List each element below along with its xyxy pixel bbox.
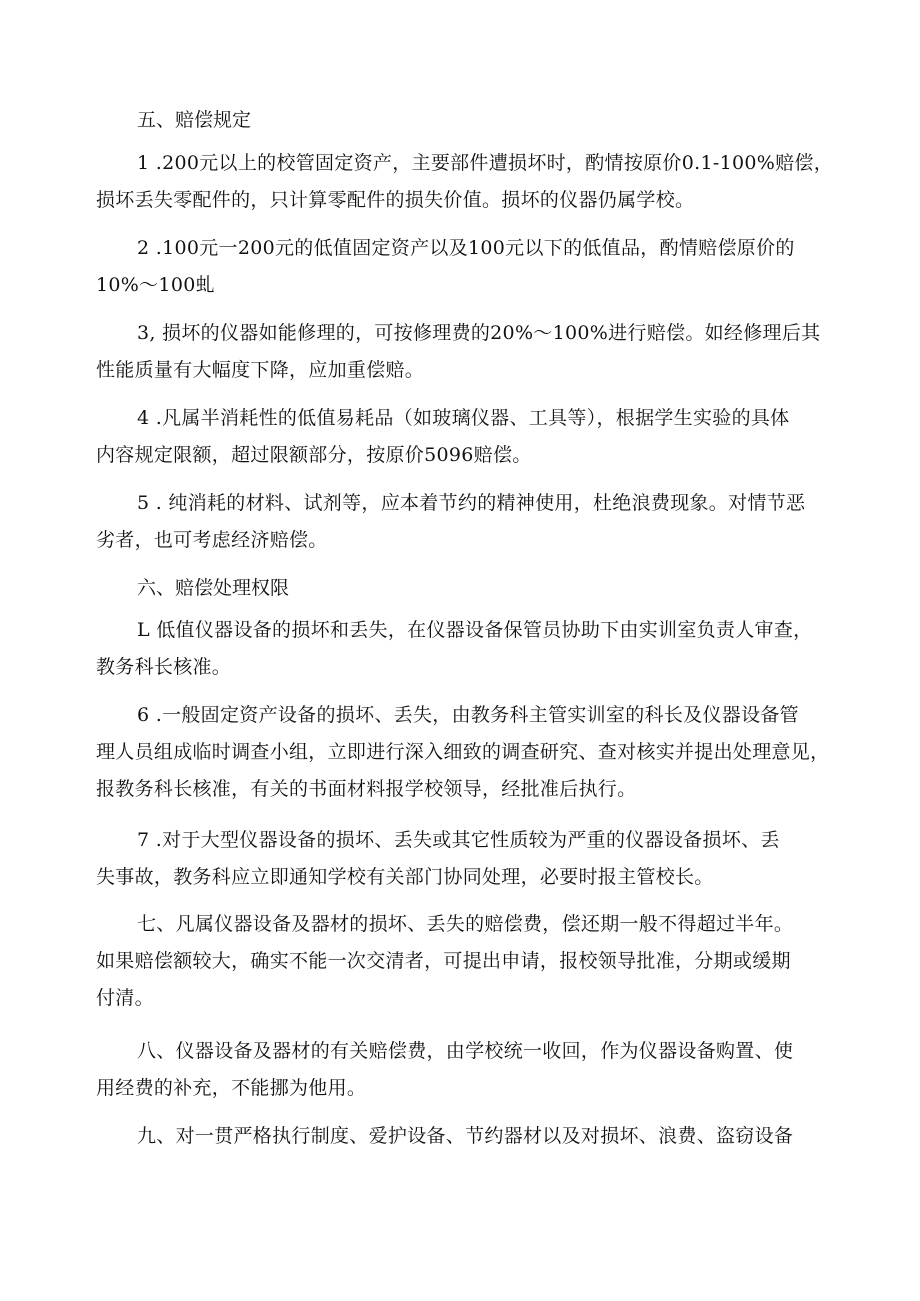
paragraph-section-8 xyxy=(96,1033,836,1107)
paragraph-line: 内容规定限额，超过限额部分，按原价5096赔偿。 xyxy=(96,444,532,466)
paragraph-line: 八、仪器设备及器材的有关赔偿费，由学校统一收回，作为仪器设备购置、使 xyxy=(137,1040,794,1062)
paragraph-item-3 xyxy=(96,315,836,389)
paragraph-line: 七、凡属仪器设备及器材的损坏、丢失的赔偿费，偿还期一般不得超过半年。 xyxy=(137,913,794,935)
paragraph-line: 如果赔偿额较大，确实不能一次交清者，可提出申请，报校领导批准，分期或缓期 xyxy=(96,950,791,972)
paragraph-line: 理人员组成临时调查小组，立即进行深入细致的调查研究、查对核实并提出处理意见， xyxy=(96,741,830,763)
paragraph-item-1 xyxy=(96,145,836,219)
paragraph-section-7 xyxy=(96,906,836,1017)
paragraph-line: L 低值仪器设备的损坏和丢失，在仪器设备保管员协助下由实训室负责人审查， xyxy=(137,619,813,641)
paragraph-item-4 xyxy=(96,400,836,474)
paragraph-line: 7 .对于大型仪器设备的损坏、丢失或其它性质较为严重的仪器设备损坏、丢 xyxy=(137,829,780,851)
paragraph-line: 用经费的补充，不能挪为他用。 xyxy=(96,1077,367,1099)
paragraph-line: 4 .凡属半消耗性的低值易耗品（如玻璃仪器、工具等），根据学生实验的具体 xyxy=(137,407,790,429)
paragraph-line: 2 .100元一200元的低值固定资产以及100元以下的低值品，酌情赔偿原价的 xyxy=(137,237,795,259)
paragraph-item-5 xyxy=(96,485,836,559)
paragraph-line: 6 .一般固定资产设备的损坏、丢失，由教务科主管实训室的科长及仪器设备管 xyxy=(137,704,799,726)
paragraph-authority-3 xyxy=(96,822,836,896)
paragraph-authority-1 xyxy=(96,612,836,686)
paragraph-line: 失事故，教务科应立即通知学校有关部门协同处理，必要时报主管校长。 xyxy=(96,866,714,888)
paragraph-line: 报教务科长核准，有关的书面材料报学校领导，经批准后执行。 xyxy=(96,778,637,800)
paragraph-item-2 xyxy=(96,230,836,304)
paragraph-line: 付清。 xyxy=(96,987,154,1009)
section-heading-compensation-rules: 五、赔偿规定 xyxy=(137,109,252,131)
paragraph-line: 九、对一贯严格执行制度、爱护设备、节约器材以及对损坏、浪费、盗窃设备 xyxy=(137,1125,794,1147)
paragraph-line: 教务科长核准。 xyxy=(96,656,232,678)
section-heading-handling-authority: 六、赔偿处理权限 xyxy=(137,577,290,599)
paragraph-line: 3, 损坏的仪器如能修理的，可按修理费的20%～100%进行赔偿。如经修理后其 xyxy=(137,322,821,344)
paragraph-line: 10%～100虬 xyxy=(96,274,215,296)
paragraph-line: 劣者，也可考虑经济赔偿。 xyxy=(96,529,328,551)
paragraph-line: 1 .200元以上的校管固定资产，主要部件遭损坏时，酌情按原价0.1-100%赔偿， xyxy=(137,152,833,174)
paragraph-section-9 xyxy=(96,1118,836,1155)
paragraph-line: 损坏丢失零配件的，只计算零配件的损失价值。损坏的仪器仍属学校。 xyxy=(96,189,695,211)
paragraph-line: 性能质量有大幅度下降，应加重偿赔。 xyxy=(96,359,425,381)
paragraph-authority-2 xyxy=(96,697,836,808)
paragraph-line: 5 . 纯消耗的材料、试剂等，应本着节约的精神使用，杜绝浪费现象。对情节恶 xyxy=(137,492,806,514)
